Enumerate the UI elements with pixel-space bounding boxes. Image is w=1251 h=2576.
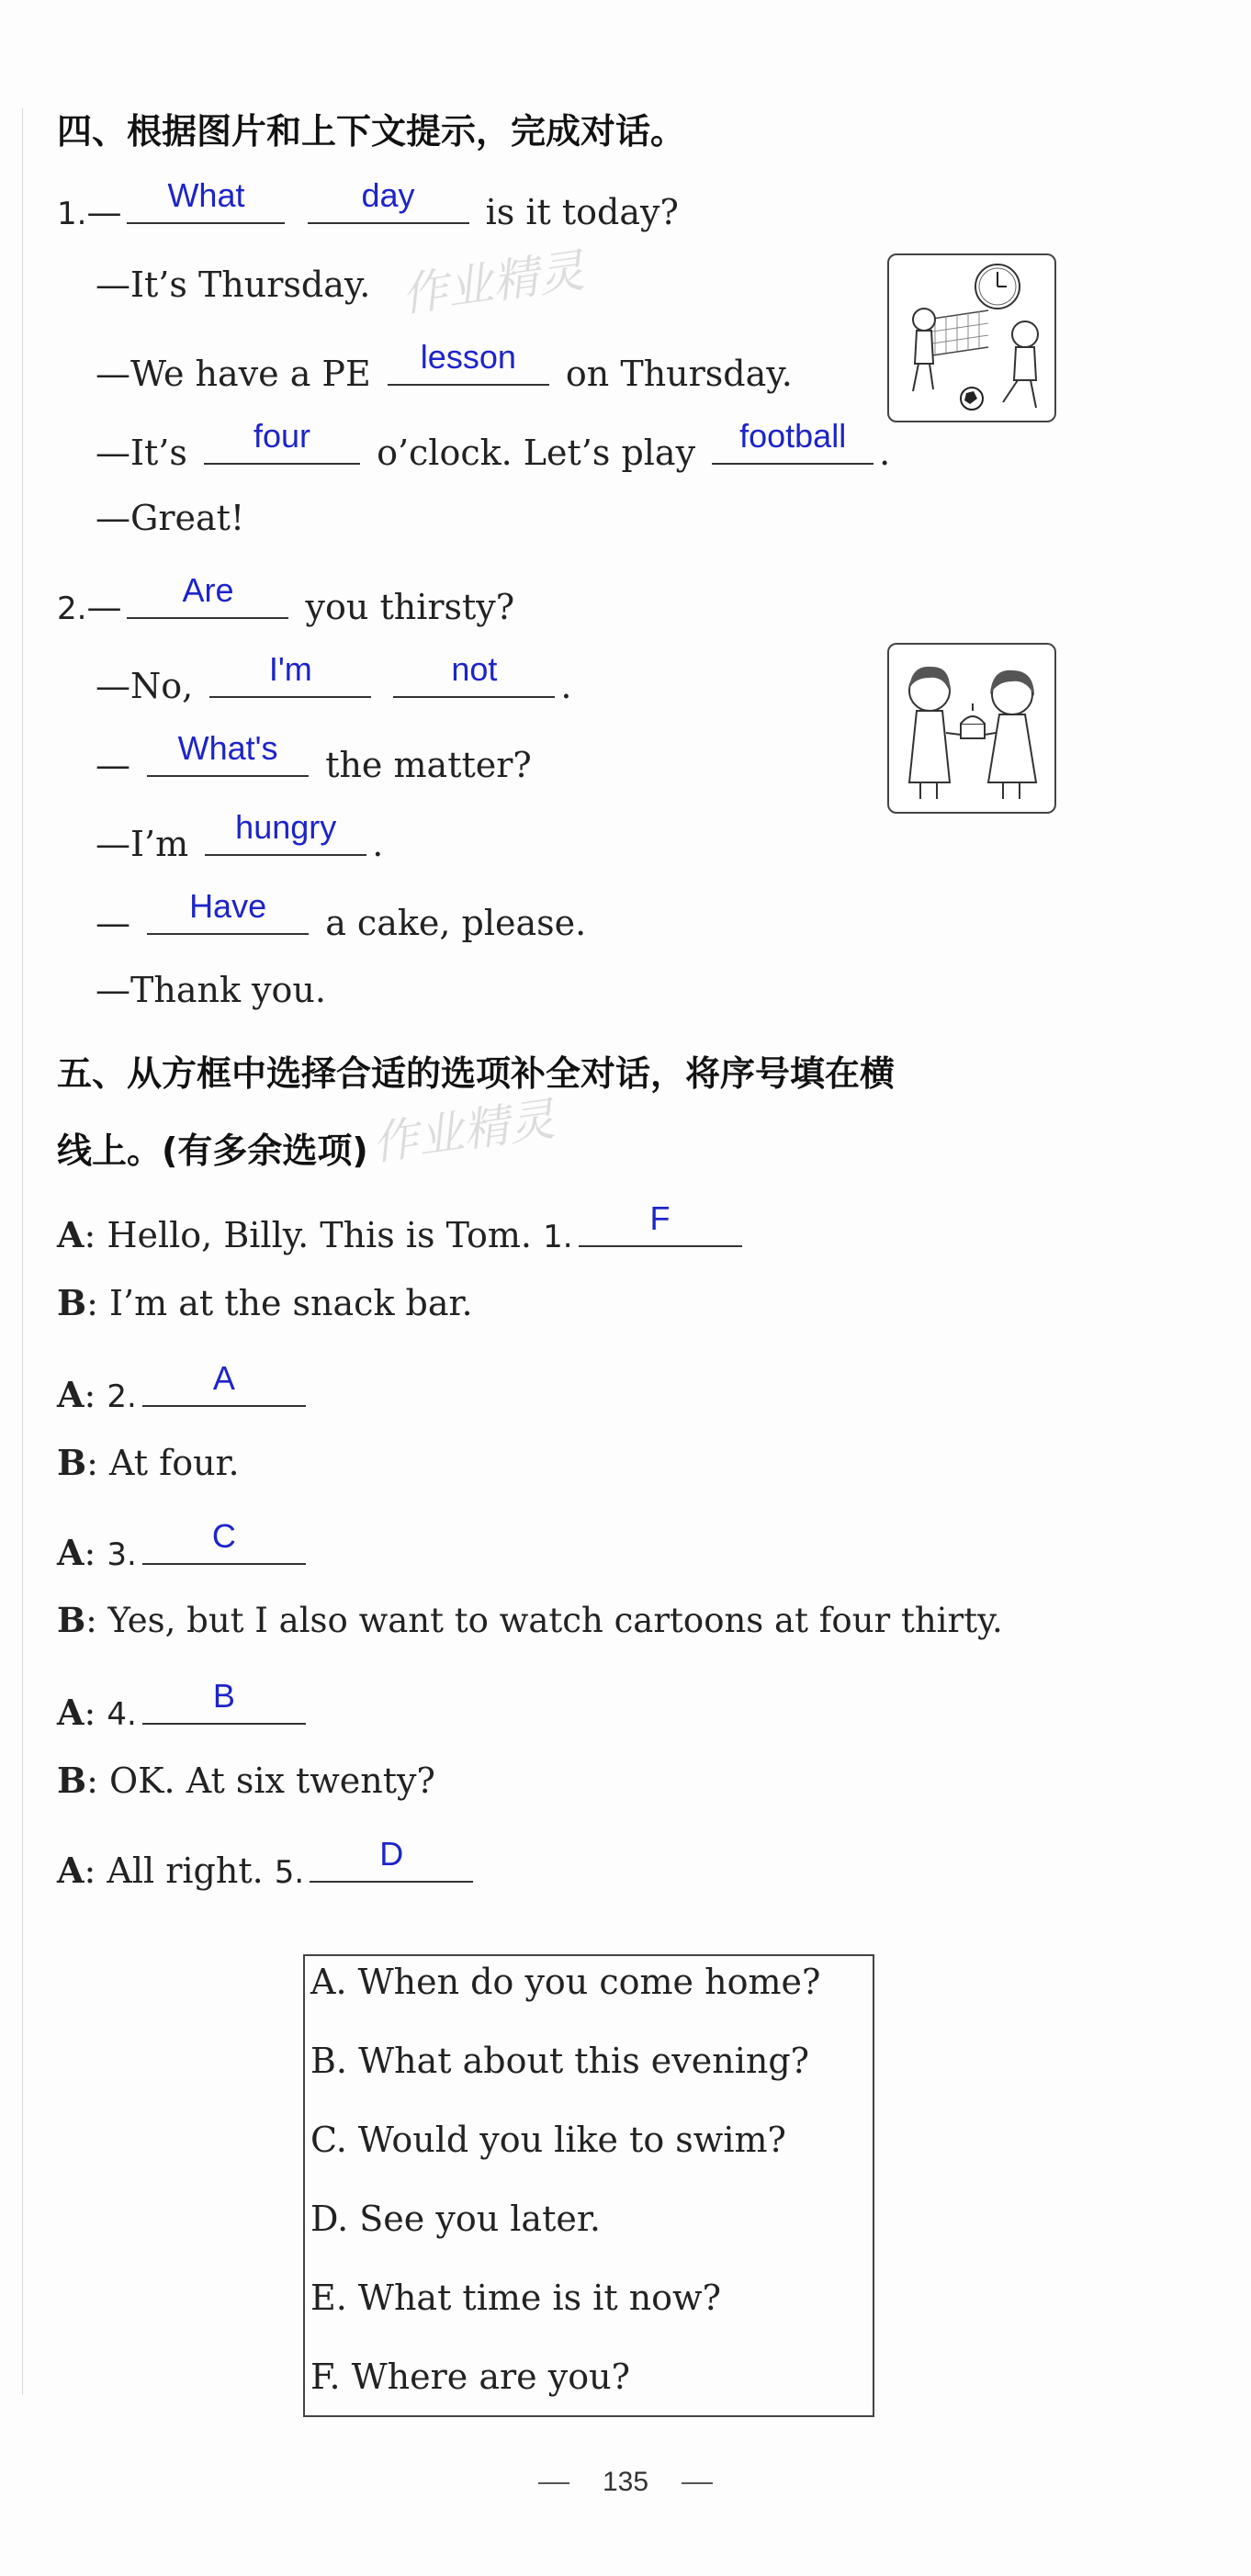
answer-text: day: [361, 176, 415, 214]
cake-picture: [887, 643, 1056, 814]
answer-text: four: [253, 417, 310, 455]
option-c: C. Would you like to swim?: [310, 2120, 786, 2160]
dialogue-line-9: A: All right. 5. D: [57, 1839, 479, 1891]
q1-line3: —We have a PE lesson on Thursday.: [96, 338, 793, 394]
answer-blank[interactable]: [127, 176, 285, 224]
dash-right: [682, 2482, 713, 2484]
options-box: [303, 1954, 874, 2417]
answer-blank[interactable]: [147, 887, 309, 935]
answer-text: Are: [182, 571, 234, 609]
answer-text: What's: [177, 729, 278, 767]
section4-heading: 四、根据图片和上下文提示，完成对话。: [57, 111, 686, 152]
answer-text: hungry: [235, 808, 337, 846]
answer-text: D: [379, 1835, 404, 1873]
q2-line1: 2.— Are you thirsty?: [57, 571, 515, 627]
answer-blank[interactable]: [205, 808, 366, 856]
answer-blank[interactable]: [388, 338, 549, 386]
answer-blank[interactable]: [579, 1199, 742, 1247]
q2-line6: —Thank you.: [96, 970, 326, 1010]
margin-line: [22, 108, 23, 2395]
q1-line4: —It’s four o’clock. Let’s play football .: [96, 417, 891, 473]
option-e: E. What time is it now?: [310, 2278, 721, 2318]
answer-blank[interactable]: [127, 571, 288, 619]
answer-blank[interactable]: [147, 729, 309, 777]
q2-number: 2.: [57, 591, 87, 627]
option-f: F. Where are you?: [310, 2357, 630, 2397]
q1-line5: —Great!: [96, 498, 245, 538]
dialogue-line-6: B: Yes, but I also want to watch cartoons at four thirty.: [57, 1600, 1003, 1640]
answer-text: What: [167, 176, 245, 214]
dialogue-line-2: B: I’m at the snack bar.: [57, 1282, 473, 1323]
answer-text: I'm: [268, 650, 312, 688]
dialogue-line-7: A: 4. B: [57, 1681, 311, 1733]
q2-line3: — What's the matter?: [96, 729, 532, 785]
dialogue-line-5: A: 3. C: [57, 1521, 311, 1573]
page-number: 135: [0, 2467, 1251, 2498]
q2-line4: —I’m hungry .: [96, 808, 384, 864]
answer-blank[interactable]: [393, 650, 555, 698]
q1-line2: —It’s Thursday.: [96, 264, 371, 305]
answer-text: C: [211, 1517, 236, 1555]
section5-heading-line2: 线上。(有多余选项): [57, 1131, 368, 1171]
answer-blank[interactable]: [142, 1359, 306, 1407]
q1-number: 1.: [57, 196, 87, 232]
answer-blank[interactable]: [142, 1677, 306, 1725]
q2-line2: —No, I'm not .: [96, 650, 572, 706]
watermark: 作业精灵: [368, 1092, 558, 1171]
dialogue-line-4: B: At four.: [57, 1442, 240, 1483]
answer-text: football: [739, 417, 847, 455]
dialogue-line-3: A: 2. A: [57, 1363, 311, 1415]
option-d: D. See you later.: [310, 2199, 601, 2239]
answer-text: not: [451, 650, 498, 688]
answer-blank[interactable]: [308, 176, 469, 224]
option-a: A. When do you come home?: [310, 1962, 821, 2002]
section5-heading-line1: 五、从方框中选择合适的选项补全对话，将序号填在横: [57, 1053, 896, 1094]
football-picture: [887, 253, 1056, 422]
answer-text: Have: [189, 887, 267, 925]
answer-blank[interactable]: [209, 650, 371, 698]
answer-blank[interactable]: [142, 1517, 306, 1565]
answer-text: F: [649, 1199, 671, 1237]
answer-text: A: [212, 1359, 235, 1397]
answer-text: lesson: [420, 338, 516, 376]
dash-left: [538, 2482, 569, 2484]
watermark: 作业精灵: [398, 243, 588, 322]
option-b: B. What about this evening?: [310, 2041, 810, 2081]
dialogue-line-8: B: OK. At six twenty?: [57, 1760, 435, 1801]
answer-blank[interactable]: [204, 417, 360, 465]
q1-line1: 1.— What day is it today?: [57, 176, 679, 232]
answer-blank[interactable]: [310, 1835, 473, 1883]
answer-blank[interactable]: [712, 417, 873, 465]
q2-line5: — Have a cake, please.: [96, 887, 587, 943]
dialogue-line-1: A: Hello, Billy. This is Tom. 1. F: [57, 1203, 748, 1255]
answer-text: B: [212, 1677, 235, 1715]
